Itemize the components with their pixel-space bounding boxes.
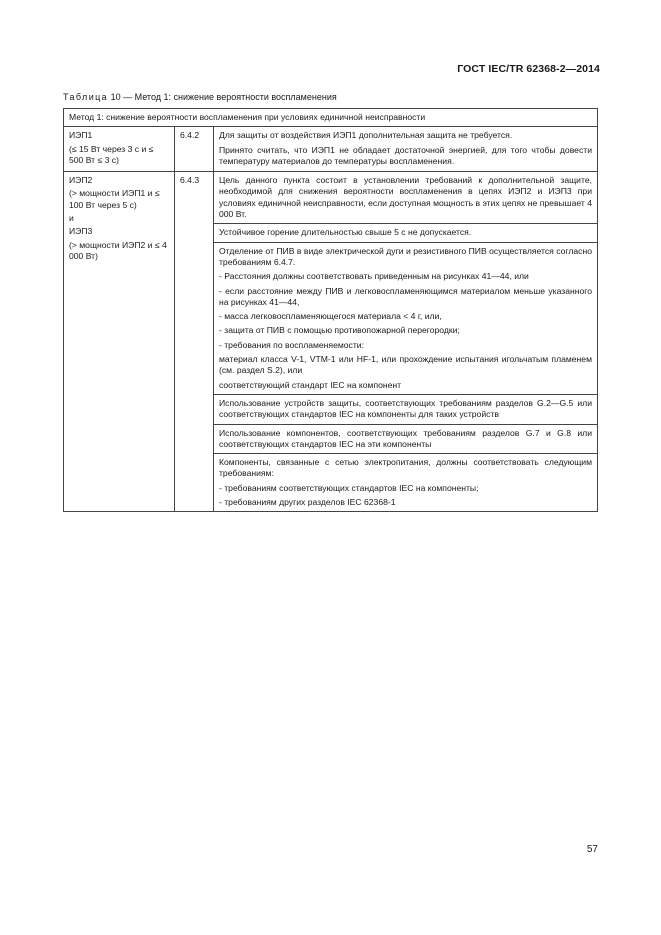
requirement-text: Отделение от ПИВ в виде электрической дуги и резистивного ПИВ осуществляется согласно требованиям 6.4.7.: [219, 245, 592, 267]
requirement-text: Компоненты, связанные с сетью электропитания, должны соответствовать следующим требованиям:: [219, 457, 592, 479]
requirement-text: материал класса V-1, VTM-1 или HF-1, или прохождение испытания игольчатым пламенем (см. раздел S.2), или: [219, 354, 592, 376]
page-number: 57: [586, 844, 598, 855]
method-cell: Метод 1: снижение вероятности воспламенения при условиях единичной неисправности: [64, 109, 598, 127]
requirement-text: - масса легковоспламеняющегося материала < 4 г, или,: [219, 311, 442, 322]
requirement-cell: [214, 242, 598, 394]
requirement-text: Использование устройств защиты, соответствующих требованиям разделов G.2—G.5 или соответствующих стандартов IEC на компоненты для таких устройств: [219, 397, 592, 420]
source-line: и: [69, 213, 74, 224]
table-row: [64, 172, 598, 224]
source-line: (≤ 15 Вт через 3 с и ≤ 500 Вт ≤ 3 с): [69, 143, 154, 165]
source-cell: [64, 172, 175, 512]
requirement-text: соответствующий стандарт IEC на компонент: [219, 379, 402, 390]
requirement-text: Принято считать, что ИЭП1 не обладает достаточной энергией, для того чтобы довести температуру материалов до температуры воспламенения.: [219, 144, 592, 166]
requirement-text: Использование компонентов, соответствующих требованиям разделов G.7 и G.8 или соответствующих стандартов IEC на эти компоненты: [219, 427, 592, 449]
requirement-cell: [214, 424, 598, 454]
requirement-text: Для защиты от воздействия ИЭП1 дополнительная защита не требуется.: [219, 130, 513, 141]
requirement-text: - требованиям других разделов IEC 62368-1: [219, 497, 396, 508]
standard-header: ГОСТ IEC/TR 62368-2—2014: [457, 63, 600, 75]
source-cell: [64, 127, 175, 172]
requirement-cell: [214, 127, 598, 172]
requirement-text: Цель данного пункта состоит в установлении требований к дополнительной защите, необходимой для снижения вероятности воспламенения в цепях ИЭП2 и ИЭП3 при условиях единичной неисправности, если доступная мощность в этих цепях не превышает 4 000 Вт.: [219, 175, 592, 220]
clause-cell: 6.4.2: [175, 127, 214, 172]
source-line: (> мощности ИЭП2 и ≤ 4 000 Вт): [69, 239, 167, 261]
caption-number: 10: [110, 92, 121, 102]
requirement-text: - Расстояния должны соответствовать приведенным на рисунках 41—44, или: [219, 271, 529, 282]
source-line: ИЭП2: [69, 175, 93, 186]
requirement-cell: [214, 394, 598, 424]
table-caption: [63, 92, 337, 102]
requirement-cell: [214, 172, 598, 224]
requirement-text: - требования по воспламеняемости:: [219, 339, 364, 350]
method-row: [64, 109, 598, 127]
table-row: [64, 127, 598, 172]
requirement-text: - если расстояние между ПИВ и легковоспламеняющимся материалом меньше указанного на рисунках 41—44,: [219, 285, 592, 307]
source-line: (> мощности ИЭП1 и ≤ 100 Вт через 5 с): [69, 188, 160, 210]
caption-label: Таблица: [63, 92, 109, 102]
method-table: [63, 108, 598, 512]
source-line: ИЭП1: [69, 130, 93, 141]
caption-title: — Метод 1: снижение вероятности воспламенения: [120, 92, 337, 102]
requirement-text: - требованиям соответствующих стандартов IEC на компоненты;: [219, 482, 479, 493]
requirement-text: - защита от ПИВ с помощью противопожарной перегородки;: [219, 325, 460, 336]
source-line: ИЭП3: [69, 226, 93, 237]
clause-cell: 6.4.3: [175, 172, 214, 512]
requirement-text: Устойчивое горение длительностью свыше 5 с не допускается.: [219, 227, 472, 238]
requirement-cell: [214, 454, 598, 512]
requirement-cell: [214, 224, 598, 242]
